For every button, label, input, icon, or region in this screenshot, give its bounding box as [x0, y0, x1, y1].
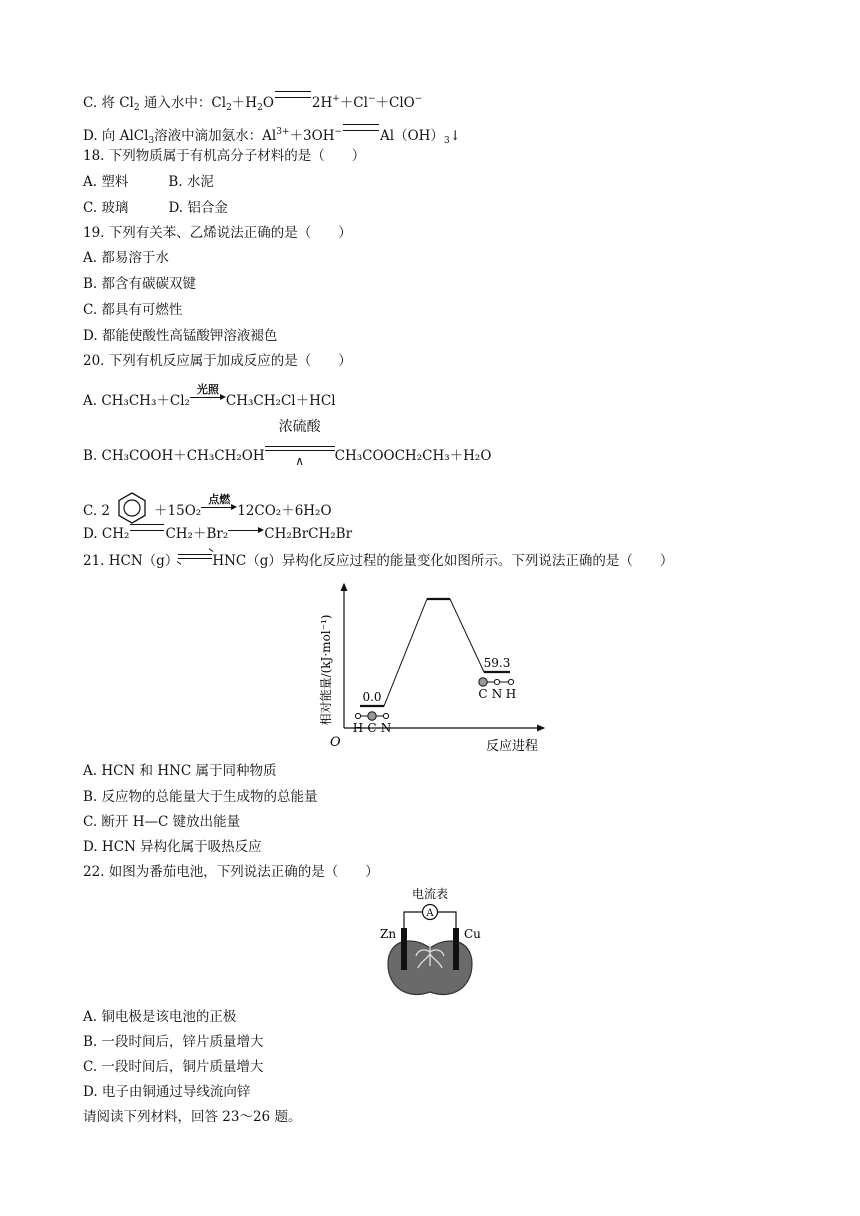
atom-c-icon — [479, 678, 487, 686]
q17-option-d: D. 向 AlCl$_3$溶液中滴加氨水：$Al^{3+}+3OH^-$ $Al(OH)_3↓$ — [83, 124, 461, 145]
atom-label: N — [380, 721, 392, 735]
reading-instruction: 请阅读下列材料，回答 23～26 题。 — [83, 1109, 302, 1125]
equals-sign — [343, 124, 379, 131]
q19-option-d: D. 都能使酸性高锰酸钾溶液褪色 — [83, 328, 278, 344]
equals-sign — [275, 91, 311, 98]
q20-option-c: C. 2 ＋15O₂ 点燃 12CO₂＋6H₂O — [83, 491, 332, 525]
q21-option-c: C. 断开 H—C 键放出能量 — [83, 814, 241, 830]
q21-option-a: A. HCN 和 HNC 属于同种物质 — [83, 763, 277, 779]
q19-stem: 19. 下列有关苯、乙烯说法正确的是（ ） — [83, 225, 352, 241]
copper-label: Cu — [464, 927, 481, 941]
zinc-label: Zn — [380, 927, 397, 941]
atom-h-icon — [508, 679, 513, 684]
q18-options-cd: C. 玻璃 D. 铝合金 — [83, 200, 228, 216]
ammeter-label: 电流表 — [411, 887, 449, 901]
benzene-ring-icon — [116, 491, 148, 525]
atom-n-icon — [383, 713, 388, 718]
origin-label: O — [330, 735, 341, 750]
q22-stem: 22. 如图为番茄电池，下列说法正确的是（ ） — [83, 864, 379, 880]
atom-label: C — [478, 686, 488, 701]
energy-value-label: 0.0 — [362, 690, 382, 704]
q20-option-d: D. CH₂ CH₂＋Br₂ CH₂BrCH₂Br — [83, 526, 353, 542]
atom-label: H — [505, 686, 517, 701]
energy-diagram — [300, 578, 560, 756]
reversible-arrow: 浓硫酸 ∧ — [265, 446, 335, 460]
reaction-arrow: 点燃 — [201, 501, 237, 515]
q17-option-c: C. 将 $Cl_2$ 通入水中：$Cl_2+H_2O$ 2H+＋Cl−＋ClO− — [83, 91, 422, 112]
q22-option-b: B. 一段时间后，锌片质量增大 — [83, 1034, 264, 1050]
q21-option-b: B. 反应物的总能量大于生成物的总能量 — [83, 789, 318, 805]
equilibrium-arrow — [178, 553, 212, 563]
q19-option-b: B. 都含有碳碳双键 — [83, 276, 197, 292]
y-axis-label: 相对能量/(kJ·mol⁻¹) — [319, 614, 333, 726]
double-bond — [130, 524, 164, 531]
tomato-battery-figure — [374, 884, 486, 1004]
ammeter-symbol: A — [426, 908, 434, 919]
q19-option-c: C. 都具有可燃性 — [83, 302, 183, 318]
atom-label: N — [491, 686, 503, 701]
q18-options-ab: A. 塑料 B. 水泥 — [83, 174, 214, 190]
reaction-arrow: 光照 — [190, 391, 226, 405]
q19-option-a: A. 都易溶于水 — [83, 250, 169, 266]
x-axis-label: 反应进程 — [486, 739, 539, 754]
atom-label: H — [352, 721, 364, 735]
energy-value-label: 59.3 — [483, 655, 511, 670]
atom-label: C — [367, 721, 377, 735]
q21-option-d: D. HCN 异构化属于吸热反应 — [83, 839, 262, 855]
q18-stem: 18. 下列物质属于有机高分子材料的是（ ） — [83, 148, 366, 164]
energy-levels — [353, 599, 516, 735]
q20-option-a: A. CH₃CH₃＋Cl₂ 光照 CH₃CH₂Cl＋HCl — [83, 383, 336, 409]
reaction-arrow — [228, 524, 264, 538]
q22-option-c: C. 一段时间后，铜片质量增大 — [83, 1059, 264, 1075]
q20-option-b: B. CH₃COOH＋CH₃CH₂OH 浓硫酸 ∧ CH₃COOCH₂CH₃＋H₂O — [83, 419, 492, 468]
atom-h-icon — [355, 713, 360, 718]
q20-stem: 20. 下列有机反应属于加成反应的是（ ） — [83, 353, 352, 369]
q22-option-d: D. 电子由铜通过导线流向锌 — [83, 1084, 251, 1100]
atom-n-icon — [494, 679, 499, 684]
q22-option-a: A. 铜电极是该电池的正极 — [83, 1009, 237, 1025]
zinc-electrode — [401, 928, 407, 970]
atom-c-icon — [368, 712, 376, 720]
copper-electrode — [453, 928, 459, 970]
q21-stem: 21. HCN（g） HNC（g）异构化反应过程的能量变化如图所示。下列说法正确的是（ ） — [83, 552, 673, 570]
